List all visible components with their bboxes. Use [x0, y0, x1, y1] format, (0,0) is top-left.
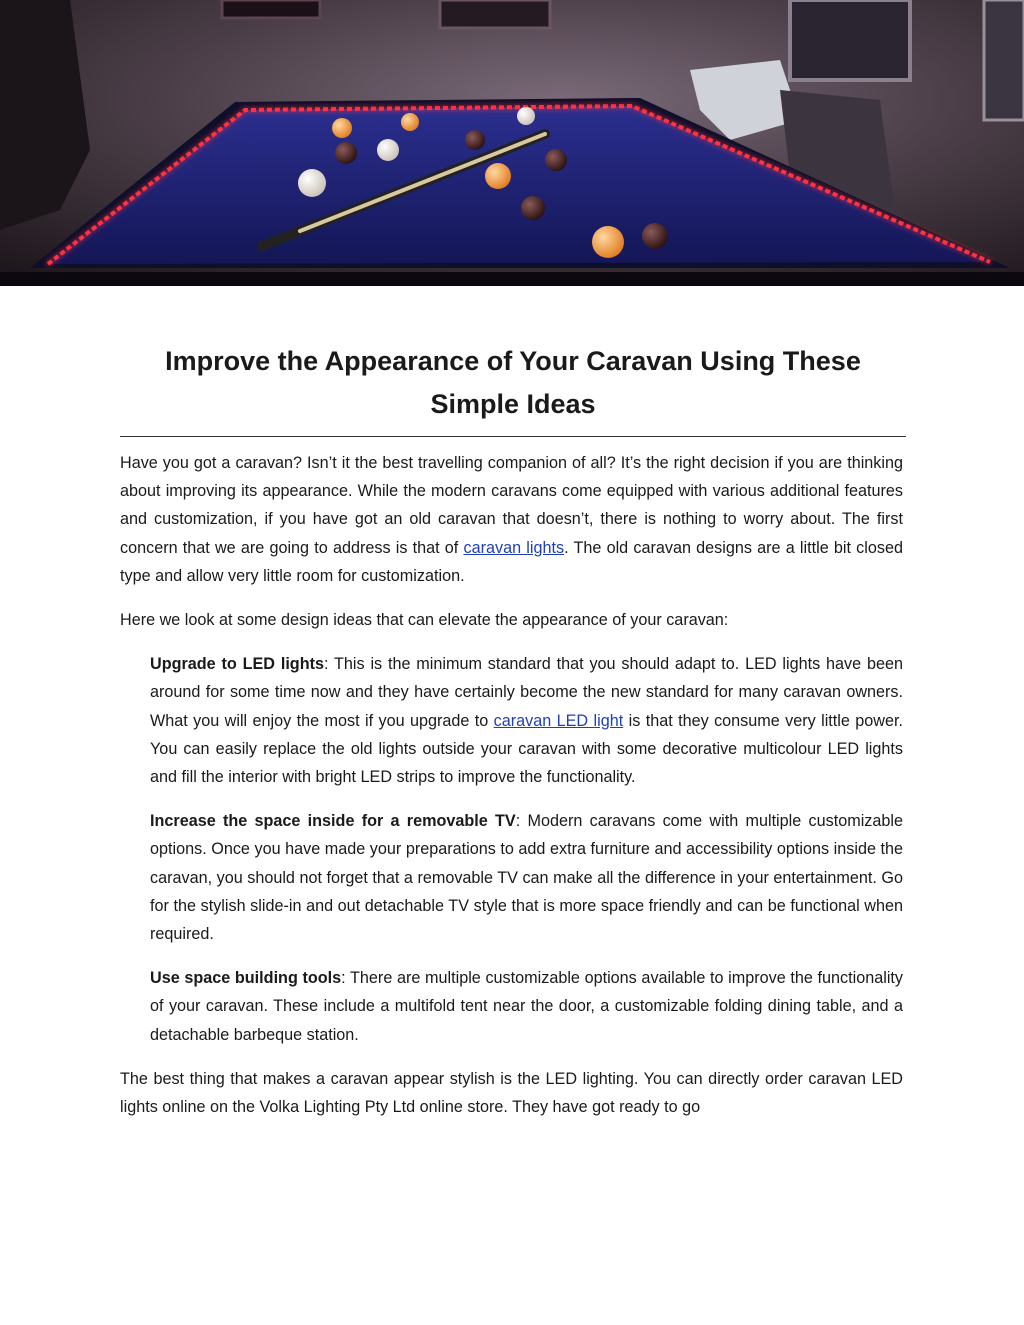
- idea-removable-tv: [150, 807, 903, 948]
- lead-in-paragraph: Here we look at some design ideas that can elevate the appearance of your caravan:: [120, 611, 729, 630]
- hero-image: [0, 0, 1024, 286]
- intro-text-after-link: . The old caravan designs are a little bit closed type and allow very little room for customization.: [120, 538, 903, 585]
- idea-text: : There are multiple customizable options available to improve the functionality of your caravan. These include a multifold tent near the door, a customizable folding dining table, and a detachable barbeque station.: [150, 969, 904, 1044]
- idea-text-before-link: : This is the minimum standard that you should adapt to. LED lights have been around for some time now and they have certainly become the new standard for many caravan owners. What you will enjoy the most if you upgrade to: [150, 655, 903, 730]
- idea-heading: Increase the space inside for a removable TV: [150, 812, 516, 831]
- caravan-led-light-link[interactable]: caravan LED light: [493, 711, 624, 730]
- idea-text: : Modern caravans come with multiple customizable options. Once you have made your preparations to add extra furniture and accessibility options inside the caravan, you should not forget that a removable TV can make all the difference in your entertainment. Go for the stylish slide-in and out detachable TV style that is more space friendly and can be functional when required.: [150, 812, 903, 944]
- idea-text-after-link: is that they consume very little power. You can easily replace the old lights outside your caravan with some decorative multicolour LED lights and fill the interior with bright LED strips to improve the functionality.: [150, 711, 903, 787]
- caravan-lights-link[interactable]: caravan lights: [463, 538, 565, 557]
- article-body: [120, 449, 906, 1121]
- idea-heading: Upgrade to LED lights: [150, 655, 324, 674]
- idea-heading: Use space building tools: [150, 969, 342, 988]
- idea-space-building-tools: [150, 964, 903, 1049]
- page-title: Improve the Appearance of Your Caravan Using These Simple Ideas: [120, 340, 906, 437]
- intro-text-before-link: Have you got a caravan? Isn’t it the best travelling companion of all? It’s the right decision if you are thinking about improving its appearance. While the modern caravans come equipped with various additional features and customization, if you have got an old caravan that doesn’t, there is nothing to worry about. The first concern that we are going to address is that of: [120, 454, 903, 557]
- idea-led-lights: [150, 650, 903, 791]
- article: [120, 340, 906, 1121]
- intro-paragraph: [120, 449, 903, 590]
- closing-paragraph: The best thing that makes a caravan appear stylish is the LED lighting. You can directly order caravan LED lights online on the Volka Lighting Pty Ltd online store. They have got ready to go: [120, 1069, 903, 1117]
- pool-table-led-photo-icon: [0, 0, 1024, 286]
